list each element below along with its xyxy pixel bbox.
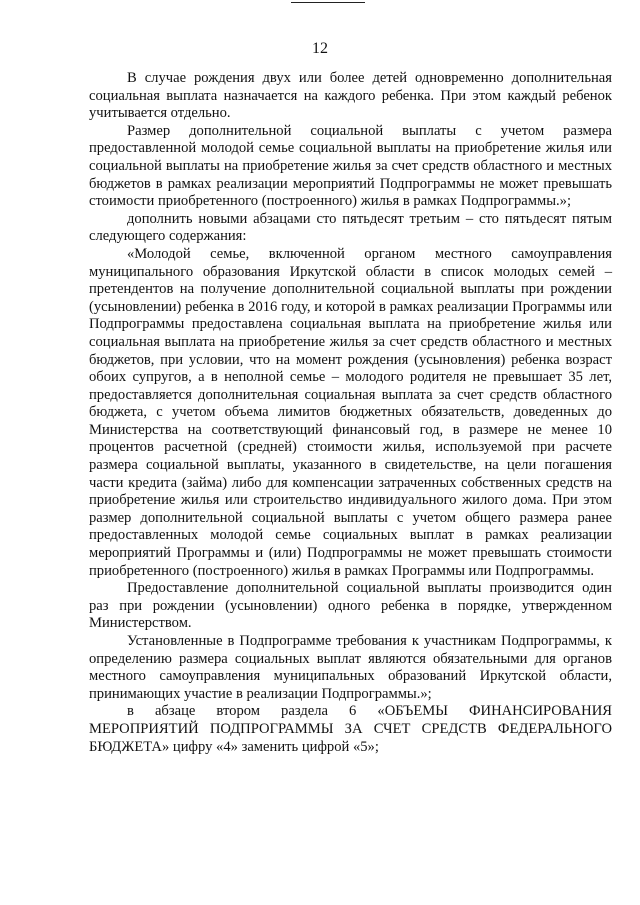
paragraph-section-6-amendment: в абзаце втором раздела 6 «ОБЪЕМЫ ФИНАНСИРОВАНИЯ МЕРОПРИЯТИЙ ПОДПРОГРАММЫ ЗА СЧЕТ СРЕДСТВ ФЕДЕРАЛЬНОГО БЮДЖЕТА» цифру «4» заменить цифрой «5»; — [89, 703, 612, 755]
document-body — [89, 70, 612, 756]
paragraph-one-time-payment: Предоставление дополнительной социальной выплаты производится один раз при рождении (усыновлении) одного ребенка в порядке, утвержденном Министерством. — [89, 580, 612, 632]
paragraph-requirements: Установленные в Подпрограмме требования к участникам Подпрограммы, к определению размера социальных выплат являются обязательными для органов местного самоуправления муниципальных образований Иркутской области, принимающих участие в реализации Подпрограммы.»; — [89, 633, 612, 702]
top-rule — [291, 2, 365, 3]
paragraph-twins: В случае рождения двух или более детей одновременно дополнительная социальная выплата назначается на каждого ребенка. При этом каждый ребенок учитывается отдельно. — [89, 70, 612, 122]
paragraph-payment-limit: Размер дополнительной социальной выплаты с учетом размера предоставленной молодой семье социальной выплаты на приобретение жилья или социальной выплаты на приобретение жилья за счет средств областного и местных бюджетов в рамках реализации мероприятий Подпрограммы не может превышать стоимости приобретенного (построенного) жилья в рамках Подпрограммы.»; — [89, 122, 612, 210]
page-number: 12 — [312, 40, 328, 57]
paragraph-amendment-instruction: дополнить новыми абзацами сто пятьдесят третьим – сто пятьдесят пятым следующего содержания: — [89, 210, 612, 245]
paragraph-young-family: «Молодой семье, включенной органом местного самоуправления муниципального образования Иркутской области в список молодых семей – претендентов на получение дополнительной социальной выплаты при рождении (усыновлении) ребенка в 2016 году, и которой в рамках реализации Программы или Подпрограммы предоставлена социальная выплата на приобретение жилья или социальная выплата на приобретение жилья за счет средств областного и местных бюджетов, при условии, что на момент рождения (усыновления) ребенка возраст обоих супругов, а в неполной семье – молодого родителя не превышает 35 лет, предоставляется дополнительная социальная выплата за счет средств областного бюджета, с учетом объема лимитов бюджетных обязательств, доведенных до Министерства на соответствующий финансовый год, в размере не менее 10 процентов расчетной (средней) стоимости жилья, используемой при расчете размера социальной выплаты, указанного в свидетельстве, на цели погашения части кредита (займа) либо для компенсации затраченных собственных средств на приобретение жилья или строительство индивидуального жилого дома. При этом размер дополнительной социальной выплаты с учетом общего размера ранее предоставленных молодой семье социальных выплат в рамках реализации мероприятий Программы и (или) Подпрограммы не может превышать стоимости приобретенного (построенного) жилья в рамках Программы или Подпрограммы. — [89, 245, 612, 579]
